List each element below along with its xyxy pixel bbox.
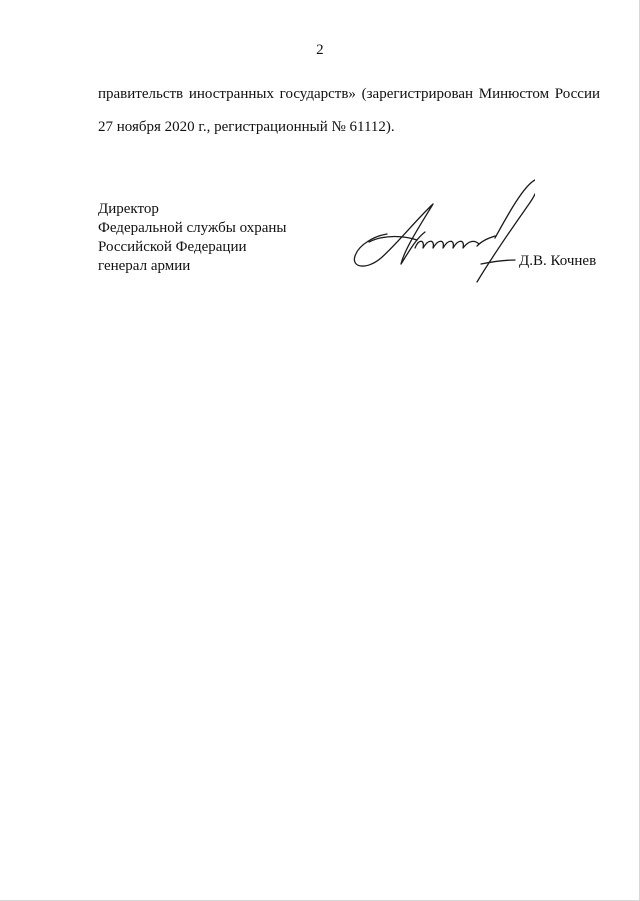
handwritten-signature [345, 176, 535, 286]
paragraph-line-1: правительств иностранных государств» (зарегистрирован Минюстом России [98, 86, 600, 102]
signatory-rank: генерал армии [98, 258, 191, 274]
paragraph-line-2: 27 ноября 2020 г., регистрационный № 61112). [98, 119, 395, 135]
page-number: 2 [316, 42, 324, 58]
signatory-position-line-1: Директор [98, 201, 159, 217]
signatory-position-line-2: Федеральной службы охраны [98, 220, 287, 236]
signer-name: Д.В. Кочнев [519, 253, 597, 269]
signatory-block [98, 200, 286, 276]
signatory-position-line-3: Российской Федерации [98, 239, 247, 255]
